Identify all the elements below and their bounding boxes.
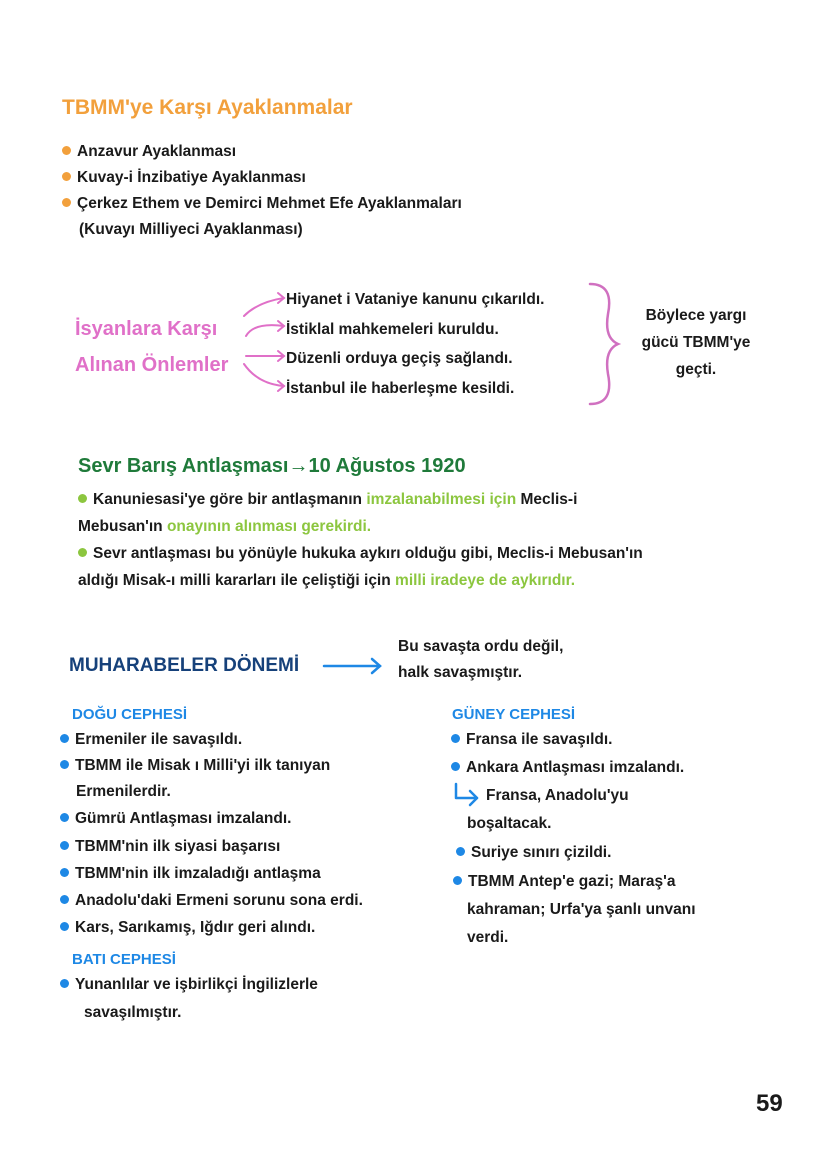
bullet-dot-icon <box>78 548 87 557</box>
bullet-dot-icon <box>60 922 69 931</box>
east-front-title: DOĞU CEPHESİ <box>72 706 188 723</box>
bullet-dot-icon <box>453 876 462 885</box>
list-item: Kars, Sarıkamış, Iğdır geri alındı. <box>60 915 315 941</box>
turn-arrow-icon <box>451 781 483 807</box>
list-item: TBMM Antep'e gazi; Maraş'a <box>453 869 675 895</box>
measure-item: Hiyanet i Vataniye kanunu çıkarıldı. <box>286 291 545 308</box>
battles-note: Bu savaşta ordu değil, halk savaşmıştır. <box>398 638 564 681</box>
bullet-dot-icon <box>456 847 465 856</box>
section-title-uprisings: TBMM'ye Karşı Ayaklanmalar <box>62 96 353 119</box>
list-item: TBMM ile Misak ı Milli'yi ilk tanıyan <box>60 753 330 779</box>
west-front-title: BATI CEPHESİ <box>72 951 176 968</box>
south-front-title: GÜNEY CEPHESİ <box>452 706 576 723</box>
list-item-sub: Fransa, Anadolu'yu <box>486 787 629 804</box>
list-item-continuation: kahraman; Urfa'ya şanlı unvanı <box>467 901 696 918</box>
list-item: Suriye sınırı çizildi. <box>456 840 611 866</box>
bullet-dot-icon <box>60 979 69 988</box>
measure-item: Düzenli orduya geçiş sağlandı. <box>286 350 513 367</box>
arrow-right-icon <box>320 656 386 676</box>
list-item: Anadolu'daki Ermeni sorunu sona erdi. <box>60 888 363 914</box>
list-item: Anzavur Ayaklanması <box>62 139 236 165</box>
list-item: Ankara Antlaşması imzalandı. <box>451 755 684 781</box>
bullet-dot-icon <box>451 734 460 743</box>
bullet-dot-icon <box>62 146 71 155</box>
bullet-dot-icon <box>78 494 87 503</box>
bullet-dot-icon <box>60 734 69 743</box>
list-item-continuation: savaşılmıştır. <box>84 1004 182 1021</box>
list-item-continuation: verdi. <box>467 929 509 946</box>
list-item-continuation: Ermenilerdir. <box>76 783 171 800</box>
bullet-dot-icon <box>60 895 69 904</box>
bullet-dot-icon <box>451 762 460 771</box>
list-item: TBMM'nin ilk siyasi başarısı <box>60 834 280 860</box>
list-item: Çerkez Ethem ve Demirci Mehmet Efe Ayaklanmaları <box>62 191 462 217</box>
sevr-paragraph-2: Sevr antlaşması bu yönüyle hukuka aykırı olduğu gibi, Meclis-i Mebusan'ın aldığı Misak-ı milli kararları ile çeliştiği için milli iradeye de aykırıdır. <box>78 545 643 589</box>
measure-item: İstiklal mahkemeleri kuruldu. <box>286 320 499 338</box>
list-item: Yunanlılar ve işbirlikçi İngilizlerle <box>60 972 318 998</box>
list-item-note: (Kuvayı Milliyeci Ayaklanması) <box>79 221 303 238</box>
measures-title-line2: Alınan Önlemler <box>75 354 229 376</box>
bullet-dot-icon <box>62 198 71 207</box>
page-number: 59 <box>756 1090 783 1117</box>
measures-title-line1: İsyanlara Karşı <box>75 318 218 340</box>
sevr-paragraph-1: Kanuniesasi'ye göre bir antlaşmanın imzalanabilmesi için Meclis-i Mebusan'ın onayının alınması gerekirdi. <box>78 491 578 535</box>
section-title-battles: MUHARABELER DÖNEMİ <box>69 655 300 676</box>
bullet-dot-icon <box>60 813 69 822</box>
bullet-dot-icon <box>60 868 69 877</box>
list-item: Ermeniler ile savaşıldı. <box>60 727 242 753</box>
section-title-sevr: Sevr Barış Antlaşması→10 Ağustos 1920 <box>78 455 466 477</box>
list-item: Fransa ile savaşıldı. <box>451 727 612 753</box>
branch-arrows-icon <box>240 280 290 400</box>
curly-brace-icon <box>584 280 624 408</box>
list-item-continuation: boşaltacak. <box>467 815 552 832</box>
measures-result: Böylece yargı gücü TBMM'ye geçti. <box>641 307 751 378</box>
measure-item: İstanbul ile haberleşme kesildi. <box>286 379 515 397</box>
bullet-dot-icon <box>62 172 71 181</box>
bullet-dot-icon <box>60 841 69 850</box>
list-item: TBMM'nin ilk imzaladığı antlaşma <box>60 861 321 887</box>
bullet-dot-icon <box>60 760 69 769</box>
list-item: Kuvay-i İnzibatiye Ayaklanması <box>62 165 306 191</box>
list-item: Gümrü Antlaşması imzalandı. <box>60 806 291 832</box>
